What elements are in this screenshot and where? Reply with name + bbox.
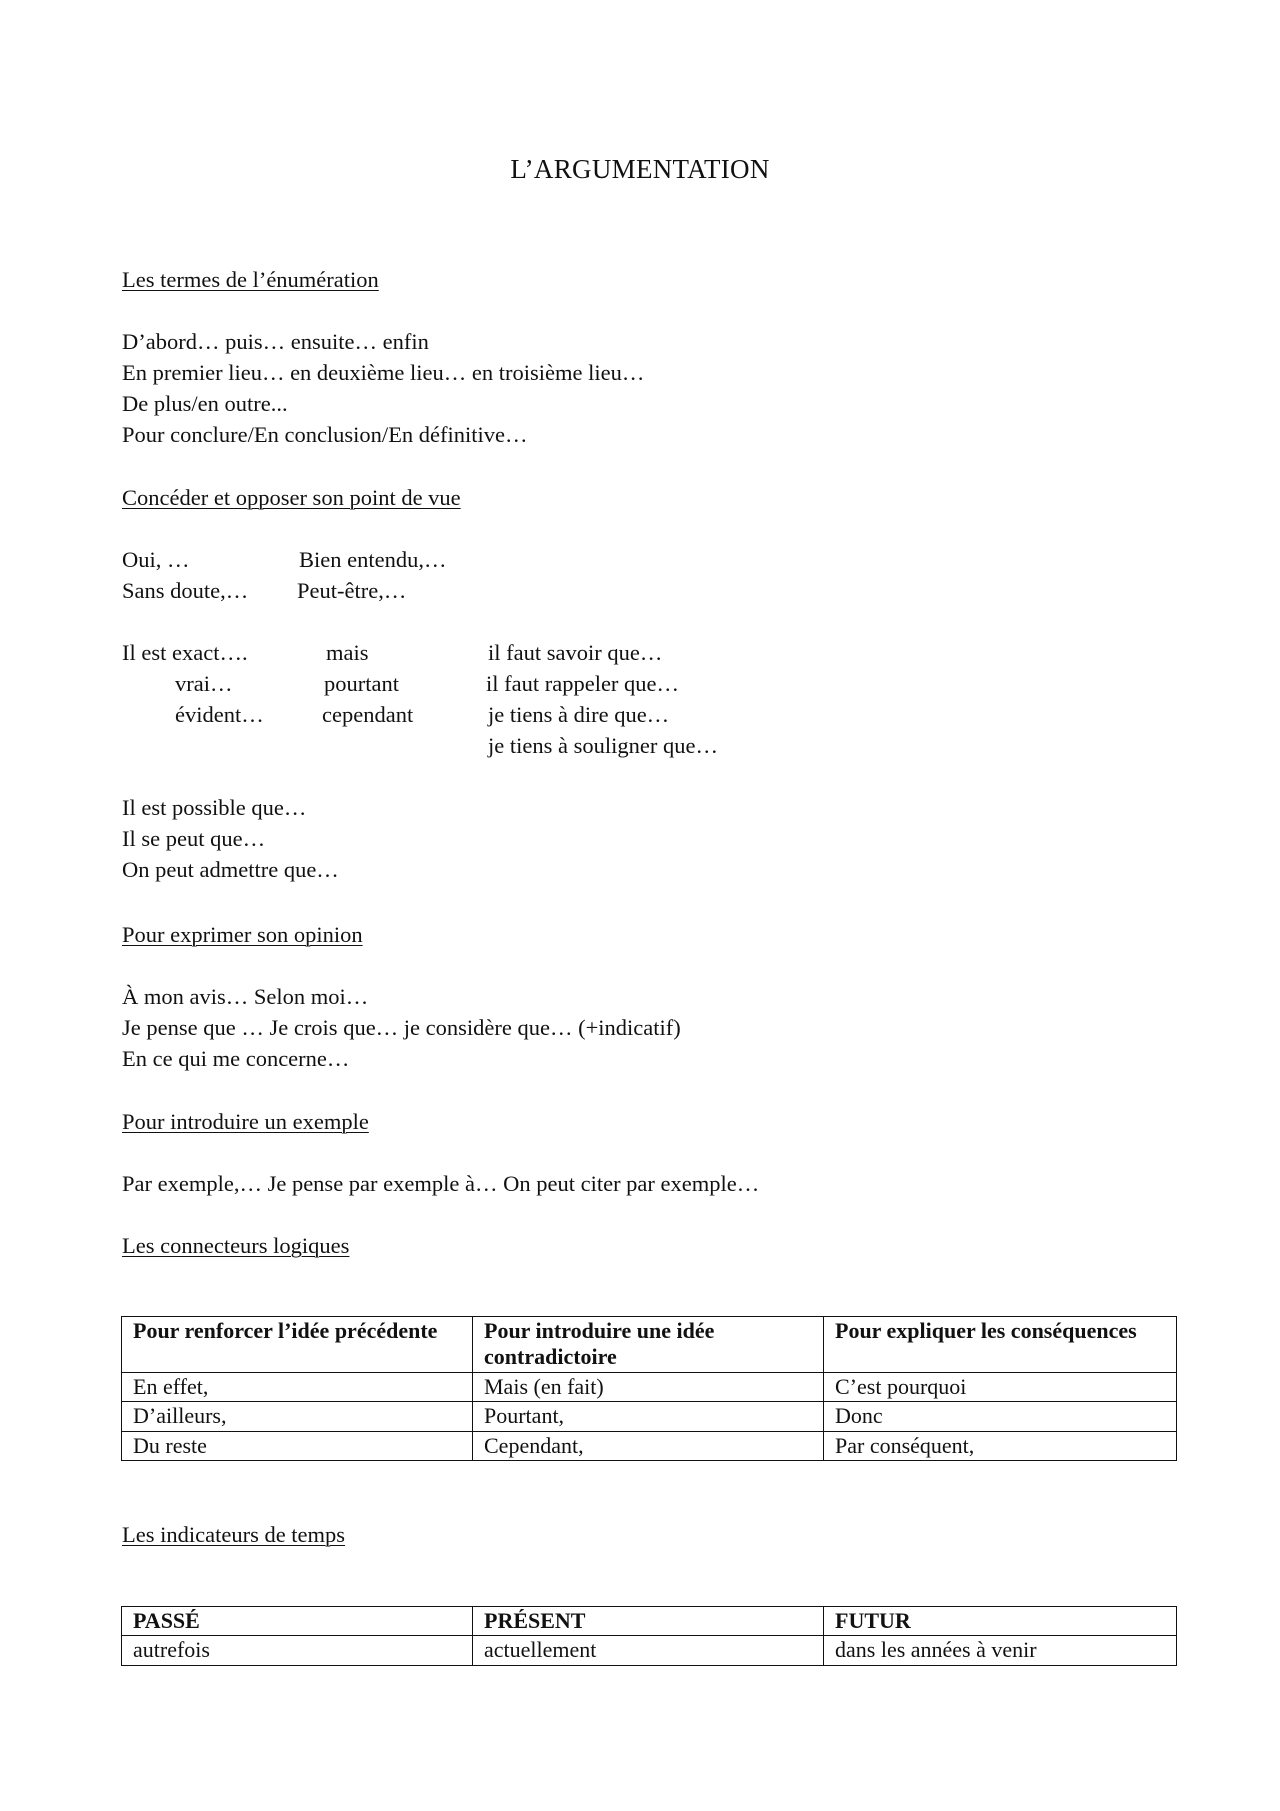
section-heading-enumeration: Les termes de l’énumération	[122, 267, 379, 292]
page-title: L’ARGUMENTATION	[510, 154, 770, 184]
concession-col3-item: il faut rappeler que…	[486, 671, 680, 696]
table-header-cell: Pour expliquer les conséquences	[824, 1317, 1177, 1373]
section-heading-example: Pour introduire un exemple	[122, 1109, 369, 1134]
example-line: Par exemple,… Je pense par exemple à… On peut citer par exemple…	[122, 1171, 760, 1196]
table-cell: En effet,	[122, 1372, 473, 1401]
table-cell: Pourtant,	[473, 1402, 824, 1431]
concession-col3-item: il faut savoir que…	[488, 640, 663, 665]
opinion-line: Je pense que … Je crois que… je considère que… (+indicatif)	[122, 1015, 681, 1040]
table-cell: D’ailleurs,	[122, 1402, 473, 1431]
table-cell: C’est pourquoi	[824, 1372, 1177, 1401]
concession-pair-left: Sans doute,…	[122, 578, 249, 603]
enumeration-line: En premier lieu… en deuxième lieu… en troisième lieu…	[122, 360, 645, 385]
table-cell: Cependant,	[473, 1431, 824, 1460]
concession-pair-right: Peut-être,…	[297, 578, 407, 603]
section-heading-connectors: Les connecteurs logiques	[122, 1233, 350, 1258]
table-header-cell: PASSÉ	[122, 1607, 473, 1636]
section-heading-opinion: Pour exprimer son opinion	[122, 922, 363, 947]
concession-possible-line: Il se peut que…	[122, 826, 266, 851]
section-heading-time: Les indicateurs de temps	[122, 1522, 346, 1547]
concession-possible-line: On peut admettre que…	[122, 857, 339, 882]
concession-col1-item: évident…	[175, 702, 264, 727]
table-cell: Par conséquent,	[824, 1431, 1177, 1460]
concession-col1-item: Il est exact….	[122, 640, 248, 665]
enumeration-line: De plus/en outre...	[122, 391, 288, 416]
enumeration-line: Pour conclure/En conclusion/En définitive…	[122, 422, 528, 447]
table-header-cell: Pour introduire une idée contradictoire	[473, 1317, 824, 1373]
section-heading-concession: Concéder et opposer son point de vue	[122, 485, 461, 510]
table-header-cell: Pour renforcer l’idée précédente	[122, 1317, 473, 1373]
concession-col1-item: vrai…	[175, 671, 233, 696]
table-cell: Donc	[824, 1402, 1177, 1431]
table-cell: Mais (en fait)	[473, 1372, 824, 1401]
table-cell: actuellement	[473, 1636, 824, 1665]
connectors-table	[121, 1316, 1177, 1461]
opinion-line: En ce qui me concerne…	[122, 1046, 350, 1071]
concession-pair-left: Oui, …	[122, 547, 190, 572]
table-header-cell: FUTUR	[824, 1607, 1177, 1636]
table-cell: autrefois	[122, 1636, 473, 1665]
table-cell: Du reste	[122, 1431, 473, 1460]
concession-col2-item: pourtant	[324, 671, 399, 696]
concession-col3-item: je tiens à dire que…	[488, 702, 670, 727]
concession-col2-item: mais	[326, 640, 369, 665]
concession-pair-right: Bien entendu,…	[299, 547, 447, 572]
concession-col3-item: je tiens à souligner que…	[488, 733, 718, 758]
time-table	[121, 1606, 1177, 1666]
opinion-line: À mon avis… Selon moi…	[122, 984, 369, 1009]
table-row	[122, 1372, 1177, 1401]
table-cell: dans les années à venir	[824, 1636, 1177, 1665]
table-header-row	[122, 1317, 1177, 1373]
table-row	[122, 1402, 1177, 1431]
table-row	[122, 1431, 1177, 1460]
concession-possible-line: Il est possible que…	[122, 795, 307, 820]
concession-col2-item: cependant	[322, 702, 414, 727]
enumeration-line: D’abord… puis… ensuite… enfin	[122, 329, 429, 354]
table-header-row	[122, 1607, 1177, 1636]
table-row	[122, 1636, 1177, 1665]
table-header-cell: PRÉSENT	[473, 1607, 824, 1636]
